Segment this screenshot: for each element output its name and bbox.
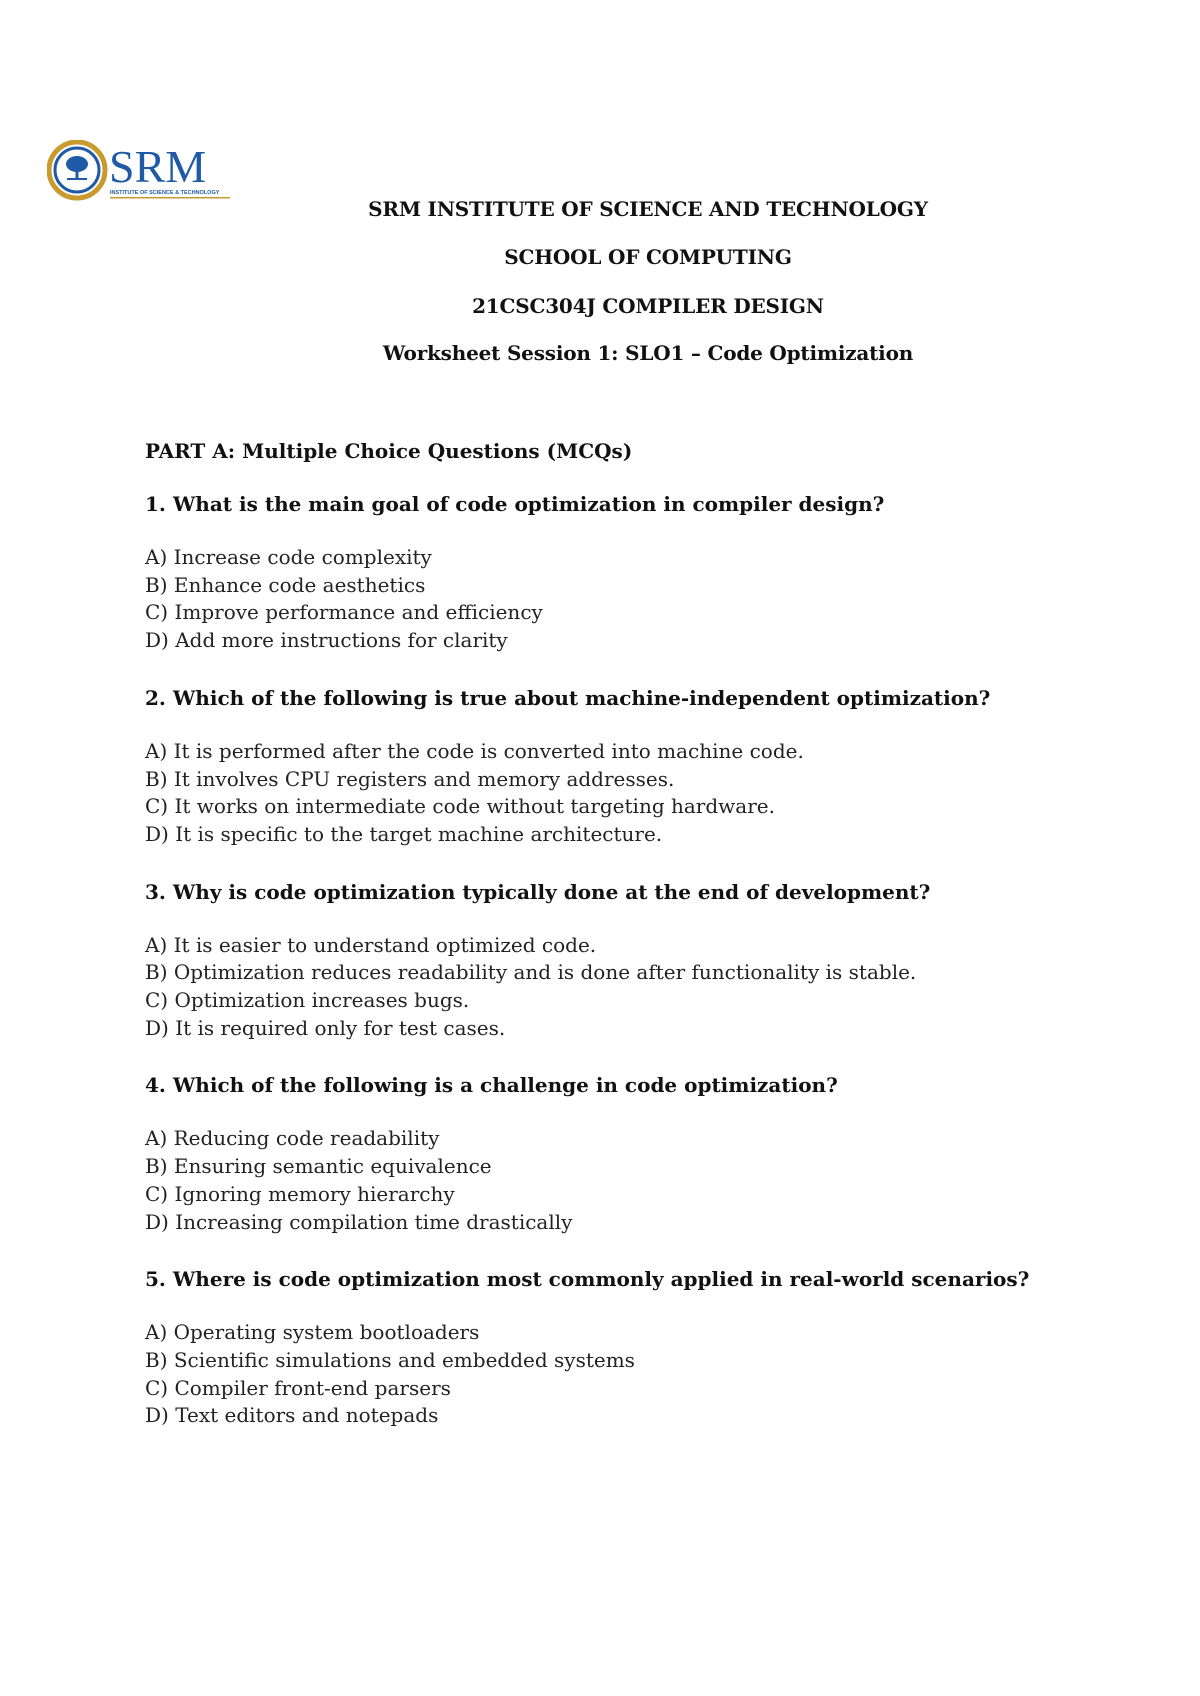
option-b: B) Ensuring semantic equivalence xyxy=(145,1154,492,1179)
question-text: 4. Which of the following is a challenge in code optimization? xyxy=(145,1073,838,1098)
options-list xyxy=(145,1125,1125,1236)
option-c: C) It works on intermediate code without targeting hardware. xyxy=(145,794,775,819)
option-d: D) It is required only for test cases. xyxy=(145,1015,506,1040)
option-b: B) Scientific simulations and embedded systems xyxy=(145,1347,635,1372)
option-b: B) Optimization reduces readability and is done after functionality is stable. xyxy=(145,960,917,985)
institute-title: SRM INSTITUTE OF SCIENCE AND TECHNOLOGY xyxy=(368,197,928,221)
question-5 xyxy=(145,1266,1125,1430)
option-c: C) Improve performance and efficiency xyxy=(145,600,543,625)
logo-wordmark: SRM xyxy=(109,141,207,192)
question-2 xyxy=(145,685,1125,849)
part-a-title: PART A: Multiple Choice Questions (MCQs) xyxy=(145,439,633,463)
option-a: A) It is performed after the code is converted into machine code. xyxy=(145,738,804,763)
question-text: 5. Where is code optimization most commonly applied in real-world scenarios? xyxy=(145,1267,1030,1292)
option-a: A) It is easier to understand optimized code. xyxy=(145,932,597,957)
option-d: D) It is specific to the target machine architecture. xyxy=(145,821,663,846)
question-text: 3. Why is code optimization typically done at the end of development? xyxy=(145,879,931,904)
part-a-section xyxy=(145,438,1125,1460)
school-title: SCHOOL OF COMPUTING xyxy=(504,245,792,269)
option-a: A) Reducing code readability xyxy=(145,1126,440,1151)
options-list xyxy=(145,932,1125,1043)
question-4 xyxy=(145,1072,1125,1236)
question-1 xyxy=(145,491,1125,655)
options-list xyxy=(145,738,1125,849)
option-c: C) Optimization increases bugs. xyxy=(145,988,470,1013)
worksheet-title: Worksheet Session 1: SLO1 – Code Optimization xyxy=(382,341,914,365)
options-list xyxy=(145,1319,1125,1430)
option-a: A) Increase code complexity xyxy=(145,545,432,569)
question-text: 1. What is the main goal of code optimization in compiler design? xyxy=(145,492,885,516)
option-c: C) Compiler front-end parsers xyxy=(145,1375,451,1400)
options-list xyxy=(145,544,1125,655)
option-a: A) Operating system bootloaders xyxy=(145,1320,480,1345)
option-d: D) Text editors and notepads xyxy=(145,1403,439,1428)
question-text: 2. Which of the following is true about machine-independent optimization? xyxy=(145,685,991,710)
logo-tree-icon xyxy=(66,156,88,180)
course-title: 21CSC304J COMPILER DESIGN xyxy=(472,294,824,318)
option-b: B) It involves CPU registers and memory addresses. xyxy=(145,766,675,791)
logo-subtitle: INSTITUTE OF SCIENCE & TECHNOLOGY xyxy=(110,190,220,196)
option-d: D) Add more instructions for clarity xyxy=(145,628,508,653)
question-3 xyxy=(145,879,1125,1043)
option-d: D) Increasing compilation time drastically xyxy=(145,1209,573,1234)
option-b: B) Enhance code aesthetics xyxy=(145,572,426,597)
option-c: C) Ignoring memory hierarchy xyxy=(145,1181,455,1206)
